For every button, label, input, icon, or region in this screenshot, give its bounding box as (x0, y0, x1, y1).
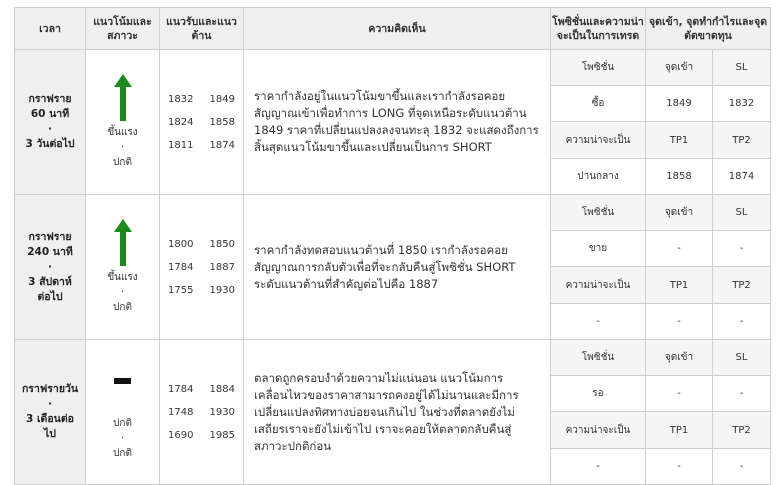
position-cell: โพซิชั่น (551, 340, 646, 376)
timeframe-line: กราฟรายวัน (21, 383, 79, 395)
trend-line: · (120, 142, 125, 153)
comment-cell: ตลาดถูกครอบงำด้วยความไม่แน่นอน แนวโน้มการเคลื่อนไหวของราคาสามารถคงอยู่ได้ไม่นานและมีการเปลี่ยนแปลงทิศทางบ่อยจนเกินไป ในช่วงที่ตลาดยังไม่เสถียรเราจะยังไม่เข้าไป เราจะคอยให้ตลาดกลับคืนสู่สภาวะปกติก่อน (244, 340, 551, 485)
resistance-value: 1874 (209, 139, 235, 151)
sr-list (160, 378, 243, 447)
sr-row (160, 256, 243, 279)
timeframe-line: 240 นาที (27, 245, 73, 258)
support-resistance-cell (160, 195, 244, 340)
header-trend: แนวโน้มและสภาวะ (86, 8, 160, 50)
timeframe-cell (15, 340, 86, 485)
trend-label (107, 270, 137, 315)
timeframe-line: 3 เดือนต่อ (26, 413, 74, 425)
level-cell: - (713, 304, 771, 340)
level-cell: - (713, 231, 771, 267)
sr-row (160, 88, 243, 111)
sr-list (160, 88, 243, 157)
level-cell: SL (713, 50, 771, 86)
support-value: 1800 (168, 238, 194, 250)
trend-label (113, 416, 132, 461)
level-cell: SL (713, 195, 771, 231)
level-cell: 1832 (713, 86, 771, 122)
header-sr: แนวรับและแนวต้าน (160, 8, 244, 50)
position-cell: ซื้อ (551, 86, 646, 122)
position-cell: รอ (551, 376, 646, 412)
sr-row (160, 134, 243, 157)
header-position: โพซิชั่นและความน่าจะเป็นในการเทรด (551, 8, 646, 50)
flat-bar-icon (114, 378, 131, 384)
support-value: 1748 (168, 406, 194, 418)
sr-list (160, 233, 243, 302)
level-cell: TP2 (713, 267, 771, 304)
sr-row (160, 401, 243, 424)
timeframe-line: กราฟราย (28, 230, 72, 243)
timeframe-line: · (48, 123, 52, 135)
trend-line: · (120, 287, 125, 298)
trend-line: ปกติ (113, 157, 132, 168)
sr-row (160, 378, 243, 401)
sr-row (160, 111, 243, 134)
up-arrow-icon (114, 219, 132, 266)
level-cell: - (713, 376, 771, 412)
sr-row (160, 424, 243, 447)
table-row (15, 50, 771, 86)
resistance-value: 1884 (209, 383, 235, 395)
level-cell: 1849 (646, 86, 713, 122)
level-cell: - (646, 449, 713, 485)
timeframe-cell (15, 50, 86, 195)
level-cell: TP1 (646, 122, 713, 159)
level-cell: TP2 (713, 412, 771, 449)
level-cell: 1874 (713, 159, 771, 195)
level-cell: SL (713, 340, 771, 376)
trend-line: ปกติ (113, 447, 132, 459)
timeframe-line: 3 สัปดาห์ (28, 275, 72, 288)
level-cell: จุดเข้า (646, 340, 713, 376)
level-cell: จุดเข้า (646, 195, 713, 231)
support-resistance-cell (160, 50, 244, 195)
resistance-value: 1930 (209, 284, 235, 296)
sr-row (160, 279, 243, 302)
position-cell: ความน่าจะเป็น (551, 267, 646, 304)
comment-cell: ราคากำลังอยู่ในแนวโน้มขาขึ้นและเรากำลังรอคอยสัญญาณเข้าเพื่อทำการ LONG ที่จุดเหนือระดับแนวต้าน 1849 ราคาที่เปลี่ยนแปลงลงจนทะลุ 1832 จะแสดงถึงการสิ้นสุดแนวโน้มขาขึ้นและเปลี่ยนเป็นการ SHORT (244, 50, 551, 195)
level-cell: - (646, 376, 713, 412)
timeframe-line: ไป (44, 428, 56, 440)
timeframe-line: 3 วันต่อไป (25, 138, 75, 150)
position-cell: โพซิชั่น (551, 195, 646, 231)
trend-line: · (120, 432, 125, 444)
support-value: 1784 (168, 383, 194, 395)
level-cell: TP2 (713, 122, 771, 159)
trend-line: ขึ้นแรง (107, 127, 138, 138)
trading-table (14, 7, 771, 485)
position-cell: ขาย (551, 231, 646, 267)
timeframe-line: · (48, 260, 52, 273)
resistance-value: 1887 (209, 261, 235, 273)
trend-line: ปกติ (113, 302, 132, 313)
trend-cell (86, 340, 160, 485)
resistance-value: 1858 (209, 116, 235, 128)
resistance-value: 1930 (209, 406, 235, 418)
position-cell: ความน่าจะเป็น (551, 122, 646, 159)
position-cell: - (551, 449, 646, 485)
sr-row (160, 233, 243, 256)
level-cell: - (646, 304, 713, 340)
support-value: 1824 (168, 116, 194, 128)
level-cell: - (646, 231, 713, 267)
level-cell: TP1 (646, 267, 713, 304)
trend-cell (86, 50, 160, 195)
resistance-value: 1985 (209, 429, 235, 441)
table-row (15, 195, 771, 231)
timeframe-line: 60 นาที (30, 108, 70, 120)
table-row (15, 340, 771, 376)
level-cell: 1858 (646, 159, 713, 195)
support-value: 1832 (168, 93, 194, 105)
timeframe-line: ต่อไป (37, 290, 63, 303)
trend-cell (86, 195, 160, 340)
support-value: 1811 (168, 139, 194, 151)
position-cell: - (551, 304, 646, 340)
trend-line: ปกติ (113, 417, 132, 429)
level-cell: - (713, 449, 771, 485)
timeframe-cell (15, 195, 86, 340)
support-value: 1690 (168, 429, 194, 441)
comment-cell: ราคากำลังทดสอบแนวต้านที่ 1850 เรากำลังรอคอยสัญญาณการกลับตัวเพื่อที่จะกลับคืนสู่โพซิชั่น SHORT ระดับแนวต้านที่สำคัญต่อไปคือ 1887 (244, 195, 551, 340)
timeframe-line: · (48, 398, 52, 410)
up-arrow-icon (114, 74, 132, 121)
header-levels: จุดเข้า, จุดทำกำไรและจุดตัดขาดทุน (646, 8, 771, 50)
trend-line: ขึ้นแรง (107, 272, 138, 283)
level-cell: TP1 (646, 412, 713, 449)
position-cell: ปานกลาง (551, 159, 646, 195)
support-resistance-cell (160, 340, 244, 485)
header-row (15, 8, 771, 50)
trend-label (107, 125, 137, 170)
header-comment: ความคิดเห็น (244, 8, 551, 50)
resistance-value: 1850 (209, 238, 235, 250)
support-value: 1755 (168, 284, 194, 296)
support-value: 1784 (168, 261, 194, 273)
header-time: เวลา (15, 8, 86, 50)
position-cell: โพซิชั่น (551, 50, 646, 86)
timeframe-line: กราฟราย (28, 93, 72, 105)
resistance-value: 1849 (209, 93, 235, 105)
position-cell: ความน่าจะเป็น (551, 412, 646, 449)
level-cell: จุดเข้า (646, 50, 713, 86)
